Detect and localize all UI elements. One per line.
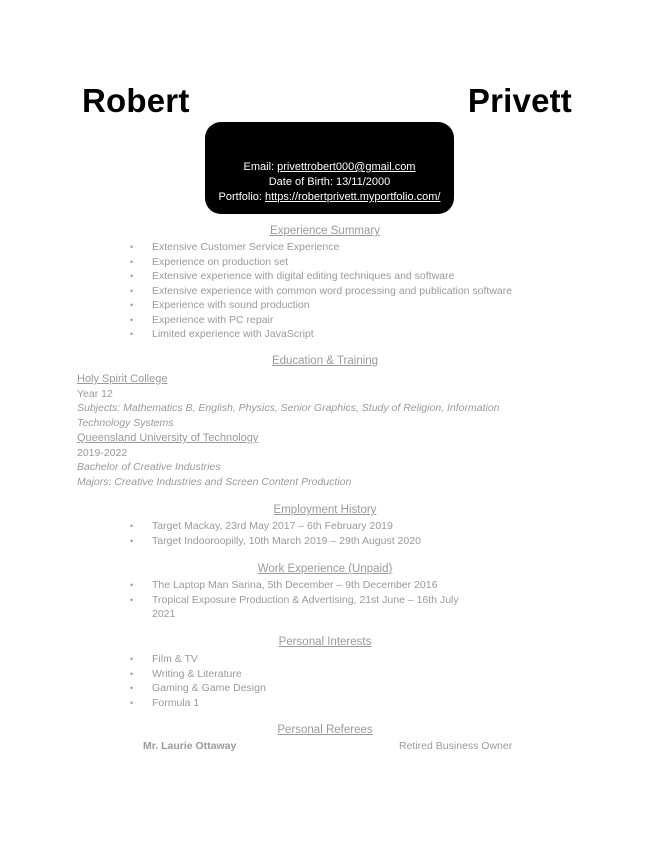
list-item: • Writing & Literature <box>130 667 266 682</box>
list-item: • Extensive experience with digital editing techniques and software <box>130 269 512 284</box>
education-detail: Subjects: Mathematics B, English, Physics, Senior Graphics, Study of Religion, Information Technology Systems <box>77 402 500 429</box>
contact-box <box>205 122 454 214</box>
last-name: Privett <box>467 82 572 119</box>
email-line <box>205 160 454 175</box>
portfolio-label: Portfolio: <box>218 191 265 203</box>
list-item: • Limited experience with JavaScript <box>130 327 512 342</box>
list-item: • Extensive experience with common word processing and publication software <box>130 284 512 299</box>
education-detail: Bachelor of Creative Industries <box>77 461 221 474</box>
first-name: Robert <box>82 82 190 119</box>
list-item: • Experience with PC repair <box>130 313 512 328</box>
education-heading: Education & Training <box>271 355 379 367</box>
list-item: • Extensive Customer Service Experience <box>130 240 512 255</box>
list-item: • Experience with sound production <box>130 298 512 313</box>
list-item: • Target Mackay, 23rd May 2017 – 6th February 2019 <box>130 519 421 534</box>
dob-label: Date of Birth: <box>268 176 336 188</box>
institution-name: Queensland University of Technology <box>77 432 259 444</box>
portfolio-link[interactable]: https://robertprivett.myportfolio.com/ <box>265 191 441 203</box>
portfolio-line <box>205 190 454 205</box>
education-detail: Majors: Creative Industries and Screen Content Production <box>77 475 352 488</box>
education-entry <box>77 431 527 489</box>
employment-history-heading: Employment History <box>273 504 377 516</box>
list-item: • Gaming & Game Design <box>130 681 266 696</box>
dob-value: 13/11/2000 <box>336 176 391 188</box>
work-experience-heading: Work Experience (Unpaid) <box>257 563 393 575</box>
referee-role: Retired Business Owner <box>399 740 513 752</box>
institution-name: Holy Spirit College <box>77 373 168 385</box>
referee-name: Mr. Laurie Ottaway <box>143 740 237 752</box>
list-item: • Film & TV <box>130 652 266 667</box>
email-link[interactable]: privettrobert000@gmail.com <box>277 161 416 173</box>
list-item: • Experience on production set <box>130 255 512 270</box>
personal-interests-list <box>130 652 266 710</box>
education-period: 2019-2022 <box>77 446 128 459</box>
list-item: • Tropical Exposure Production & Advertising, 21st June – 16th July 2021 <box>130 593 470 622</box>
list-item: • Formula 1 <box>130 696 266 711</box>
personal-interests-heading: Personal Interests <box>278 636 372 648</box>
education-period: Year 12 <box>77 387 113 400</box>
experience-summary-heading: Experience Summary <box>270 225 380 237</box>
list-item: • The Laptop Man Sarina, 5th December – 9th December 2016 <box>130 578 470 593</box>
employment-list <box>130 519 421 548</box>
email-label: Email: <box>243 161 278 173</box>
personal-referees-heading: Personal Referees <box>277 724 373 736</box>
experience-summary-list <box>130 240 512 342</box>
education-entry <box>77 372 527 430</box>
list-item: • Target Indooroopilly, 10th March 2019 – 29th August 2020 <box>130 534 421 549</box>
work-experience-list <box>130 578 470 622</box>
dob-line <box>205 175 454 190</box>
